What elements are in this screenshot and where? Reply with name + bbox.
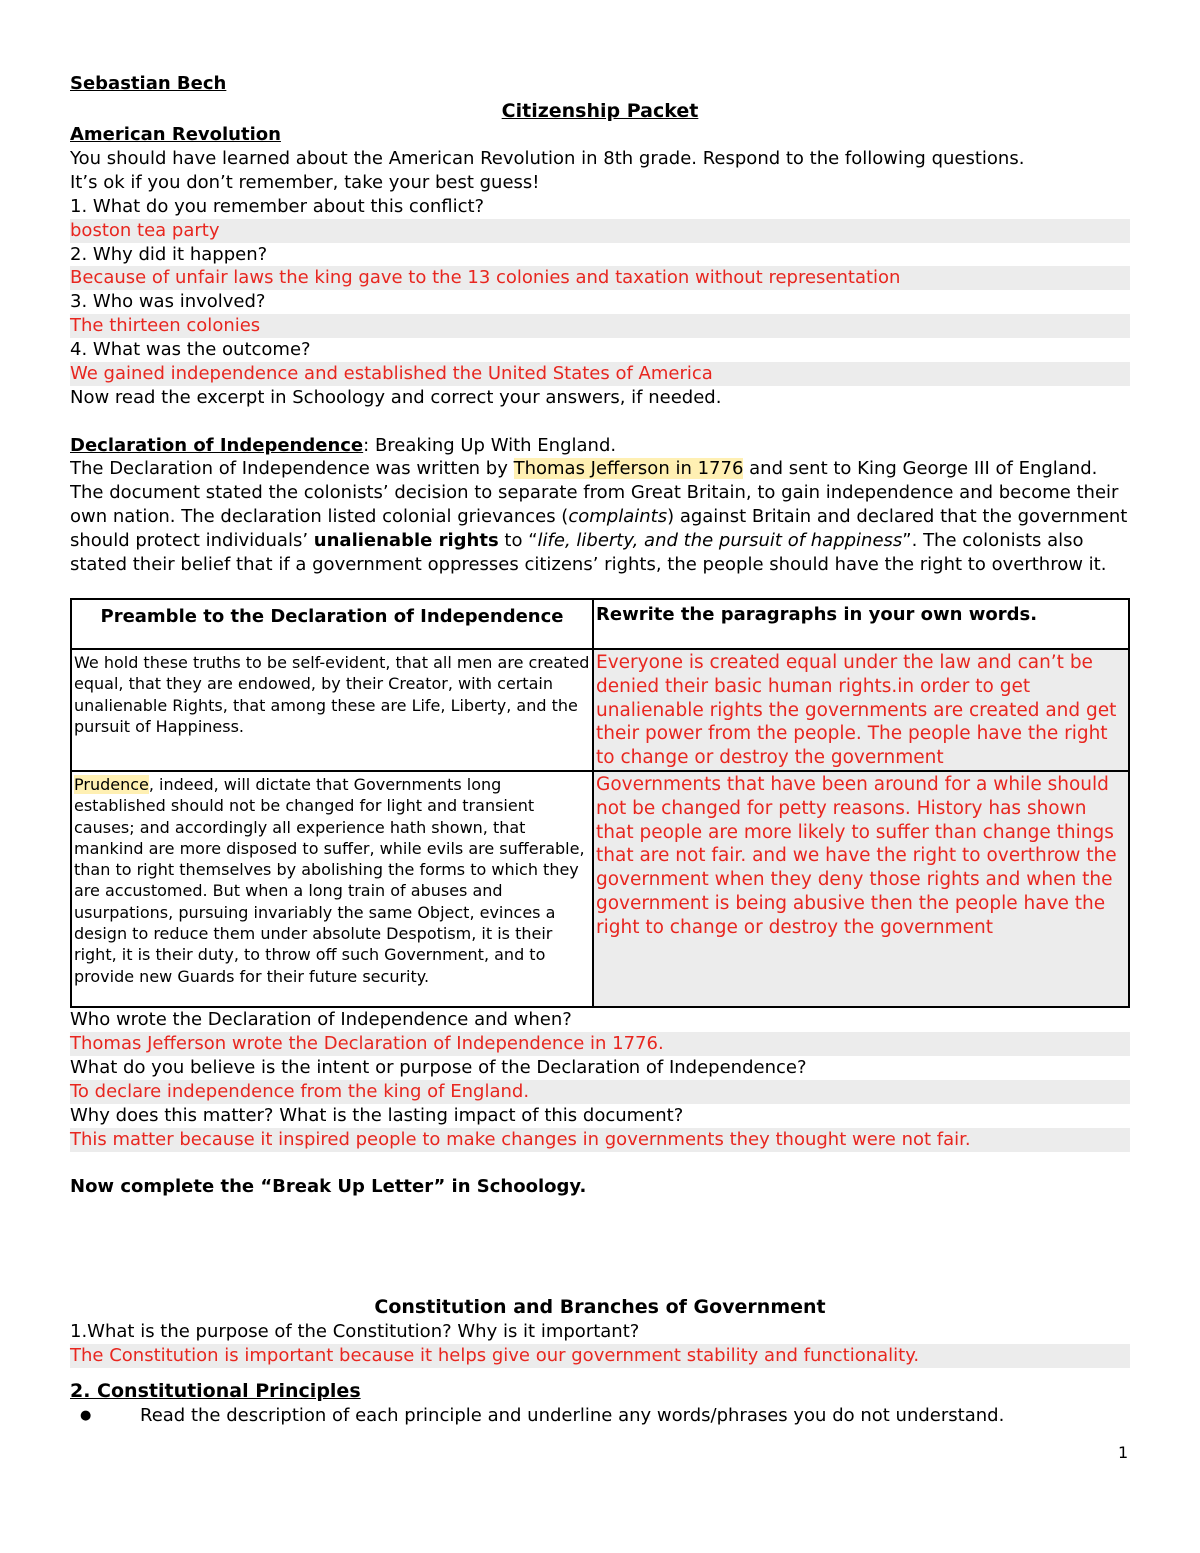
para-mid-1: and sent to King George III of England. The document stated the colonists’ decision to separate from Great Britain, to gain independence and become their own nation. The declaration listed colonial grievances ( [70,458,1119,527]
section-heading-american-revolution: American Revolution [70,124,281,145]
packet-title [70,99,1130,123]
question-who-wrote: Who wrote the Declaration of Independence and when? [70,1009,572,1030]
constitution-question: 1.What is the purpose of the Constitution? Why is it important? [70,1321,640,1342]
preamble-table [70,598,1130,1008]
question-1: 1. What do you remember about this conflict? [70,196,485,217]
para-end: ”. The colonists also stated their belief that if a government oppresses citizens’ rights, the people should have the right to overthrow it. [70,530,1107,575]
table-header-row [71,599,1129,649]
question-purpose: What do you believe is the intent or purpose of the Declaration of Independence? [70,1057,807,1078]
constitution-heading-text: Constitution and Branches of Government [374,1296,826,1318]
table-header-left: Preamble to the Declaration of Independence [71,599,593,649]
rewrite-answer-2[interactable]: Governments that have been around for a while should not be changed for petty reasons. History has shown that people are more likely to suffer than change things that are not fair. and we have the right to overthrow the government when they deny those rights and when the government is being abusive then the people have the right to change or destroy the government [593,771,1129,1007]
para-bold: unalienable rights [313,530,499,551]
table-header-right: Rewrite the paragraphs in your own words. [593,599,1129,649]
table-row [71,649,1129,771]
principles-bullet-item [70,1404,1130,1428]
question-2: 2. Why did it happen? [70,244,268,265]
declaration-heading-line [70,434,616,458]
answer-2[interactable]: Because of unfair laws the king gave to the 13 colonies and taxation without representation [70,266,1130,290]
answer-purpose[interactable]: To declare independence from the king of England. [70,1080,1130,1104]
table-row [71,771,1129,1007]
para-emphasis-1: complaints [568,506,668,527]
question-3: 3. Who was involved? [70,291,266,312]
packet-title-text: Citizenship Packet [501,100,699,122]
declaration-heading-suffix: : Breaking Up With England. [363,435,617,456]
preamble-excerpt-2 [71,771,593,1007]
revise-note: Now read the excerpt in Schoology and correct your answers, if needed. [70,387,722,408]
principles-heading: 2. Constitutional Principles [70,1380,361,1402]
constitution-answer[interactable]: The Constitution is important because it helps give our government stability and functionality. [70,1344,1130,1368]
question-impact: Why does this matter? What is the lasting impact of this document? [70,1105,684,1126]
principles-bullet-text: Read the description of each principle and underline any words/phrases you do not understand. [140,1405,1005,1426]
para-highlight: Thomas Jefferson in 1776 [513,458,744,479]
declaration-paragraph [70,457,1130,597]
page-number: 1 [1118,1443,1129,1462]
rewrite-answer-1[interactable]: Everyone is created equal under the law and can’t be denied their basic human rights.in order to get unalienable rights the governments are created and get their power from the people. The people have the right to change or destroy the government [593,649,1129,771]
answer-impact[interactable]: This matter because it inspired people to make changes in governments they thought were not fair. [70,1128,1130,1152]
answer-3[interactable]: The thirteen colonies [70,314,1130,338]
para-emphasis-2: life, liberty, and the pursuit of happiness [537,530,903,551]
excerpt-rest: , indeed, will dictate that Governments long established should not be changed for light and transient causes; and accordingly all experience hath shown, that mankind are more disposed to suffer, while evils are sufferable, than to right themselves by abolishing the forms to which they are accustomed. But when a long train of abuses and usurpations, pursuing invariably the same Object, evinces a design to reduce them under absolute Despotism, it is their right, it is their duty, to throw off such Government, and to provide new Guards for their future security. [74,774,585,986]
constitution-heading [70,1295,1130,1319]
para-pre: The Declaration of Independence was written by [70,458,514,479]
declaration-heading: Declaration of Independence [70,435,364,456]
intro-line-2: It’s ok if you don’t remember, take your best guess! [70,172,540,193]
answer-1[interactable]: boston tea party [70,219,1130,243]
para-mid-2: ) against Britain and declared that the government should protect individuals’ [70,506,1128,551]
excerpt-highlight: Prudence [74,774,149,794]
question-4: 4. What was the outcome? [70,339,311,360]
para-mid-3: to “ [498,530,538,551]
break-up-letter-instruction: Now complete the “Break Up Letter” in Schoology. [70,1176,587,1197]
intro-line-1: You should have learned about the American Revolution in 8th grade. Respond to the following questions. [70,148,1025,169]
preamble-excerpt-1: We hold these truths to be self-evident, that all men are created equal, that they are endowed, by their Creator, with certain unalienable Rights, that among these are Life, Liberty, and the pursuit of Happiness. [71,649,593,771]
answer-4[interactable]: We gained independence and established the United States of America [70,362,1130,386]
bullet-icon: ● [80,1408,92,1423]
answer-who-wrote[interactable]: Thomas Jefferson wrote the Declaration of Independence in 1776. [70,1032,1130,1056]
student-name: Sebastian Bech [70,73,227,94]
